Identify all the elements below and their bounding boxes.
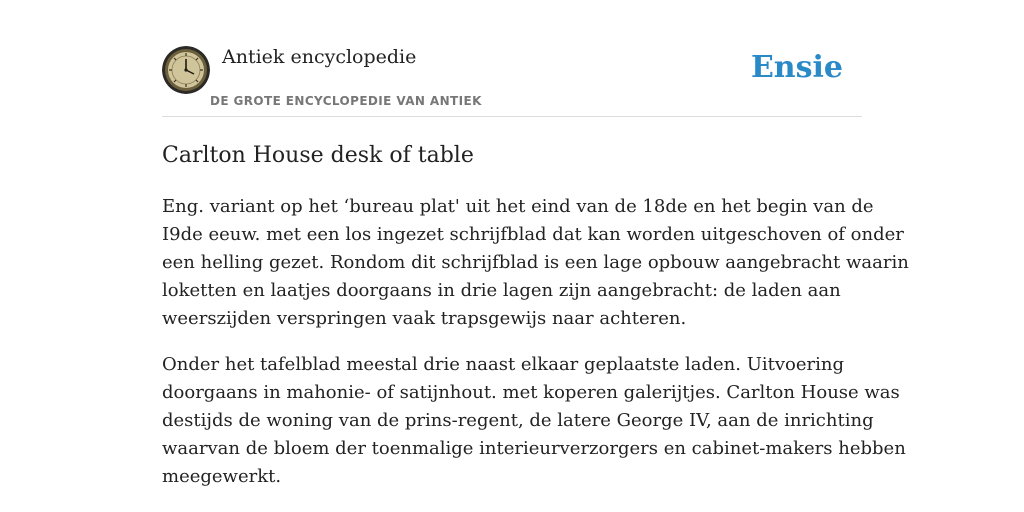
paragraph-line: I9de eeuw. met een los ingezet schrijfblad dat kan worden uitgeschoven of onder [162, 224, 904, 245]
paragraph-line: destijds de woning van de prins-regent, de latere George IV, aan de inrichting [162, 410, 874, 431]
site-header [162, 0, 862, 117]
paragraph-line: waarvan de bloem der toenmalige interieurverzorgers en cabinet-makers hebben [162, 438, 906, 459]
article-paragraph [162, 193, 909, 333]
paragraph-line: Onder het tafelblad meestal drie naast elkaar geplaatste laden. Uitvoering [162, 354, 844, 375]
paragraph-line: meegewerkt. [162, 466, 282, 487]
page-container [162, 0, 909, 491]
paragraph-line: Eng. variant op het ‘bureau plat' uit het eind van de 18de en het begin van de [162, 196, 874, 217]
paragraph-line: loketten en laatjes doorgaans in drie lagen zijn aangebracht: de laden aan [162, 280, 841, 301]
paragraph-line: weerszijden verspringen vaak trapsgewijs naar achteren. [162, 308, 687, 329]
article-title: Carlton House desk of table [162, 143, 474, 168]
clock-icon[interactable] [162, 46, 210, 94]
paragraph-line: een helling gezet. Rondom dit schrijfblad is een lage opbouw aangebracht waarin [162, 252, 909, 273]
article-paragraph [162, 351, 906, 491]
site-subtitle: DE GROTE ENCYCLOPEDIE VAN ANTIEK [210, 94, 482, 108]
paragraph-line: doorgaans in mahonie- of satijnhout. met koperen galerijtjes. Carlton House was [162, 382, 900, 403]
site-title[interactable]: Antiek encyclopedie [222, 46, 417, 68]
brand-logo[interactable]: Ensie [750, 50, 843, 85]
